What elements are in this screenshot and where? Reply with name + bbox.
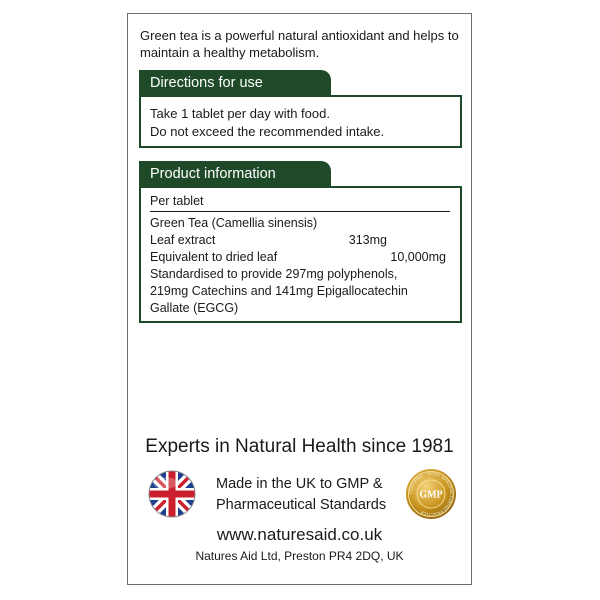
directions-text	[150, 105, 384, 141]
made-in-uk-text	[216, 474, 386, 516]
directions-line: Take 1 tablet per day with food.	[150, 106, 330, 121]
product-info-heading: Product information	[139, 161, 331, 187]
directions-heading: Directions for use	[139, 70, 331, 96]
uk-flag-icon	[147, 469, 197, 519]
intro-text	[140, 27, 465, 61]
standardisation-note: 219mg Catechins and 141mg Epigallocatechin	[150, 284, 408, 298]
made-line: Made in the UK to GMP &	[216, 476, 383, 492]
ingredient-name: Green Tea (Camellia sinensis)	[150, 216, 318, 230]
made-line: Pharmaceutical Standards	[216, 497, 387, 513]
directions-box	[139, 95, 462, 148]
brand-tagline: Experts in Natural Health since 1981	[145, 436, 454, 457]
label-panel	[127, 13, 472, 585]
gmp-seal-icon	[405, 468, 457, 520]
per-tablet-label: Per tablet	[150, 194, 204, 208]
row-value-leaf-extract: 313mg	[348, 233, 387, 247]
divider	[150, 211, 450, 212]
company-address: Natures Aid Ltd, Preston PR4 2DQ, UK	[195, 549, 404, 563]
row-label-leaf-extract: Leaf extract	[150, 233, 216, 247]
standardisation-note: Standardised to provide 297mg polyphenols,	[150, 267, 398, 281]
intro-line: Green tea is a powerful natural antioxidant and helps to	[140, 28, 459, 43]
website-url: www.naturesaid.co.uk	[216, 525, 383, 544]
directions-line: Do not exceed the recommended intake.	[150, 124, 385, 139]
product-info-box	[139, 186, 462, 323]
seal-ring-text: CERTIFIED · GOOD MANUFACTURING PRACTICE ·	[407, 470, 455, 518]
row-label-dried-leaf: Equivalent to dried leaf	[150, 250, 278, 264]
row-value-dried-leaf: 10,000mg	[390, 250, 446, 264]
seal-center-text: GMP	[419, 489, 443, 501]
intro-line: maintain a healthy metabolism.	[140, 45, 320, 60]
standardisation-note: Gallate (EGCG)	[150, 301, 239, 315]
